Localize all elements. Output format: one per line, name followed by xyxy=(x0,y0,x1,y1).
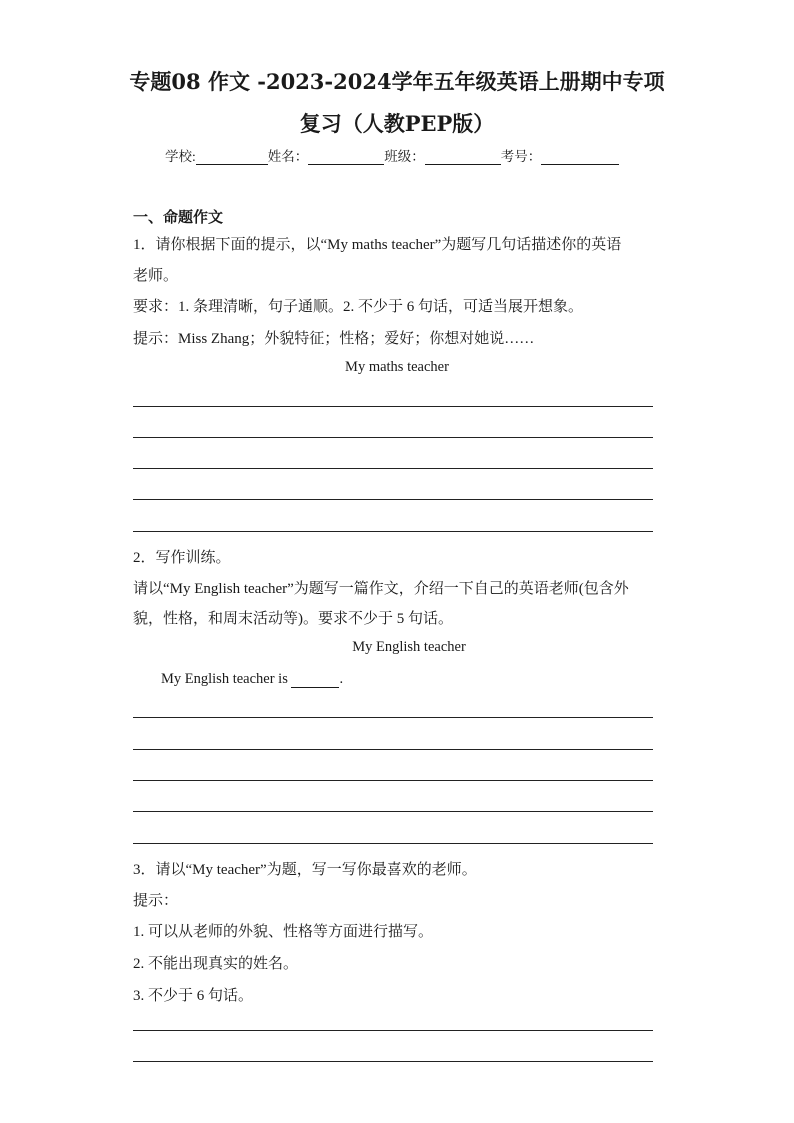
school-field[interactable] xyxy=(196,150,268,165)
q3-hint-3: 3. 不少于 6 句话。 xyxy=(133,988,254,1004)
writing-line[interactable] xyxy=(133,749,653,750)
q3-prompt: 3．请以“My teacher”为题，写一写你最喜欢的老师。 xyxy=(133,862,477,878)
number-label: 考号： xyxy=(500,149,542,164)
q2-prompt: 2．写作训练。 xyxy=(133,550,231,566)
class-label: 班级： xyxy=(384,149,425,164)
writing-line[interactable] xyxy=(133,780,653,781)
student-info-row xyxy=(165,145,619,165)
writing-line[interactable] xyxy=(133,437,653,438)
writing-line[interactable] xyxy=(133,1061,653,1062)
q1-prompt-cont: 老师。 xyxy=(133,268,179,284)
q3-hint-label: 提示： xyxy=(133,893,179,909)
q2-essay-title: My English teacher xyxy=(352,639,466,655)
writing-line[interactable] xyxy=(133,499,653,500)
writing-line[interactable] xyxy=(133,406,653,407)
name-field[interactable] xyxy=(308,150,384,165)
class-field[interactable] xyxy=(425,150,501,165)
name-label: 姓名： xyxy=(267,149,309,164)
q2-instruction: 请以“My English teacher”为题写一篇作文，介绍一下自己的英语老师(包含外 xyxy=(133,581,629,597)
q1-hint: 提示：Miss Zhang；外貌特征；性格；爱好；你想对她说…… xyxy=(133,331,535,347)
q2-starter-blank[interactable] xyxy=(291,673,339,688)
writing-line[interactable] xyxy=(133,717,653,718)
q1-essay-title: My maths teacher xyxy=(345,359,449,375)
school-label: 学校: xyxy=(165,149,196,164)
page-title-line2: 复习（人教PEP版） xyxy=(299,111,495,136)
section-heading: 一、命题作文 xyxy=(133,208,224,226)
q2-starter-sentence xyxy=(161,671,343,688)
q2-starter-text: My English teacher is xyxy=(161,671,288,687)
page-title: 专题08 作文 -2023-2024学年五年级英语上册期中专项 xyxy=(129,69,665,94)
q1-prompt: 1．请你根据下面的提示，以“My maths teacher”为题写几句话描述你的英语 xyxy=(133,237,622,253)
q3-hint-2: 2. 不能出现真实的姓名。 xyxy=(133,956,299,972)
q2-starter-period: . xyxy=(339,671,344,687)
writing-line[interactable] xyxy=(133,1030,653,1031)
number-field[interactable] xyxy=(541,150,619,165)
q2-instruction-cont: 貌，性格，和周末活动等)。要求不少于 5 句话。 xyxy=(133,611,453,627)
writing-line[interactable] xyxy=(133,468,653,469)
writing-line[interactable] xyxy=(133,531,653,532)
writing-line[interactable] xyxy=(133,843,653,844)
q3-hint-1: 1. 可以从老师的外貌、性格等方面进行描写。 xyxy=(133,924,434,940)
writing-line[interactable] xyxy=(133,811,653,812)
q1-requirement: 要求：1. 条理清晰，句子通顺。2. 不少于 6 句话，可适当展开想象。 xyxy=(133,299,584,315)
